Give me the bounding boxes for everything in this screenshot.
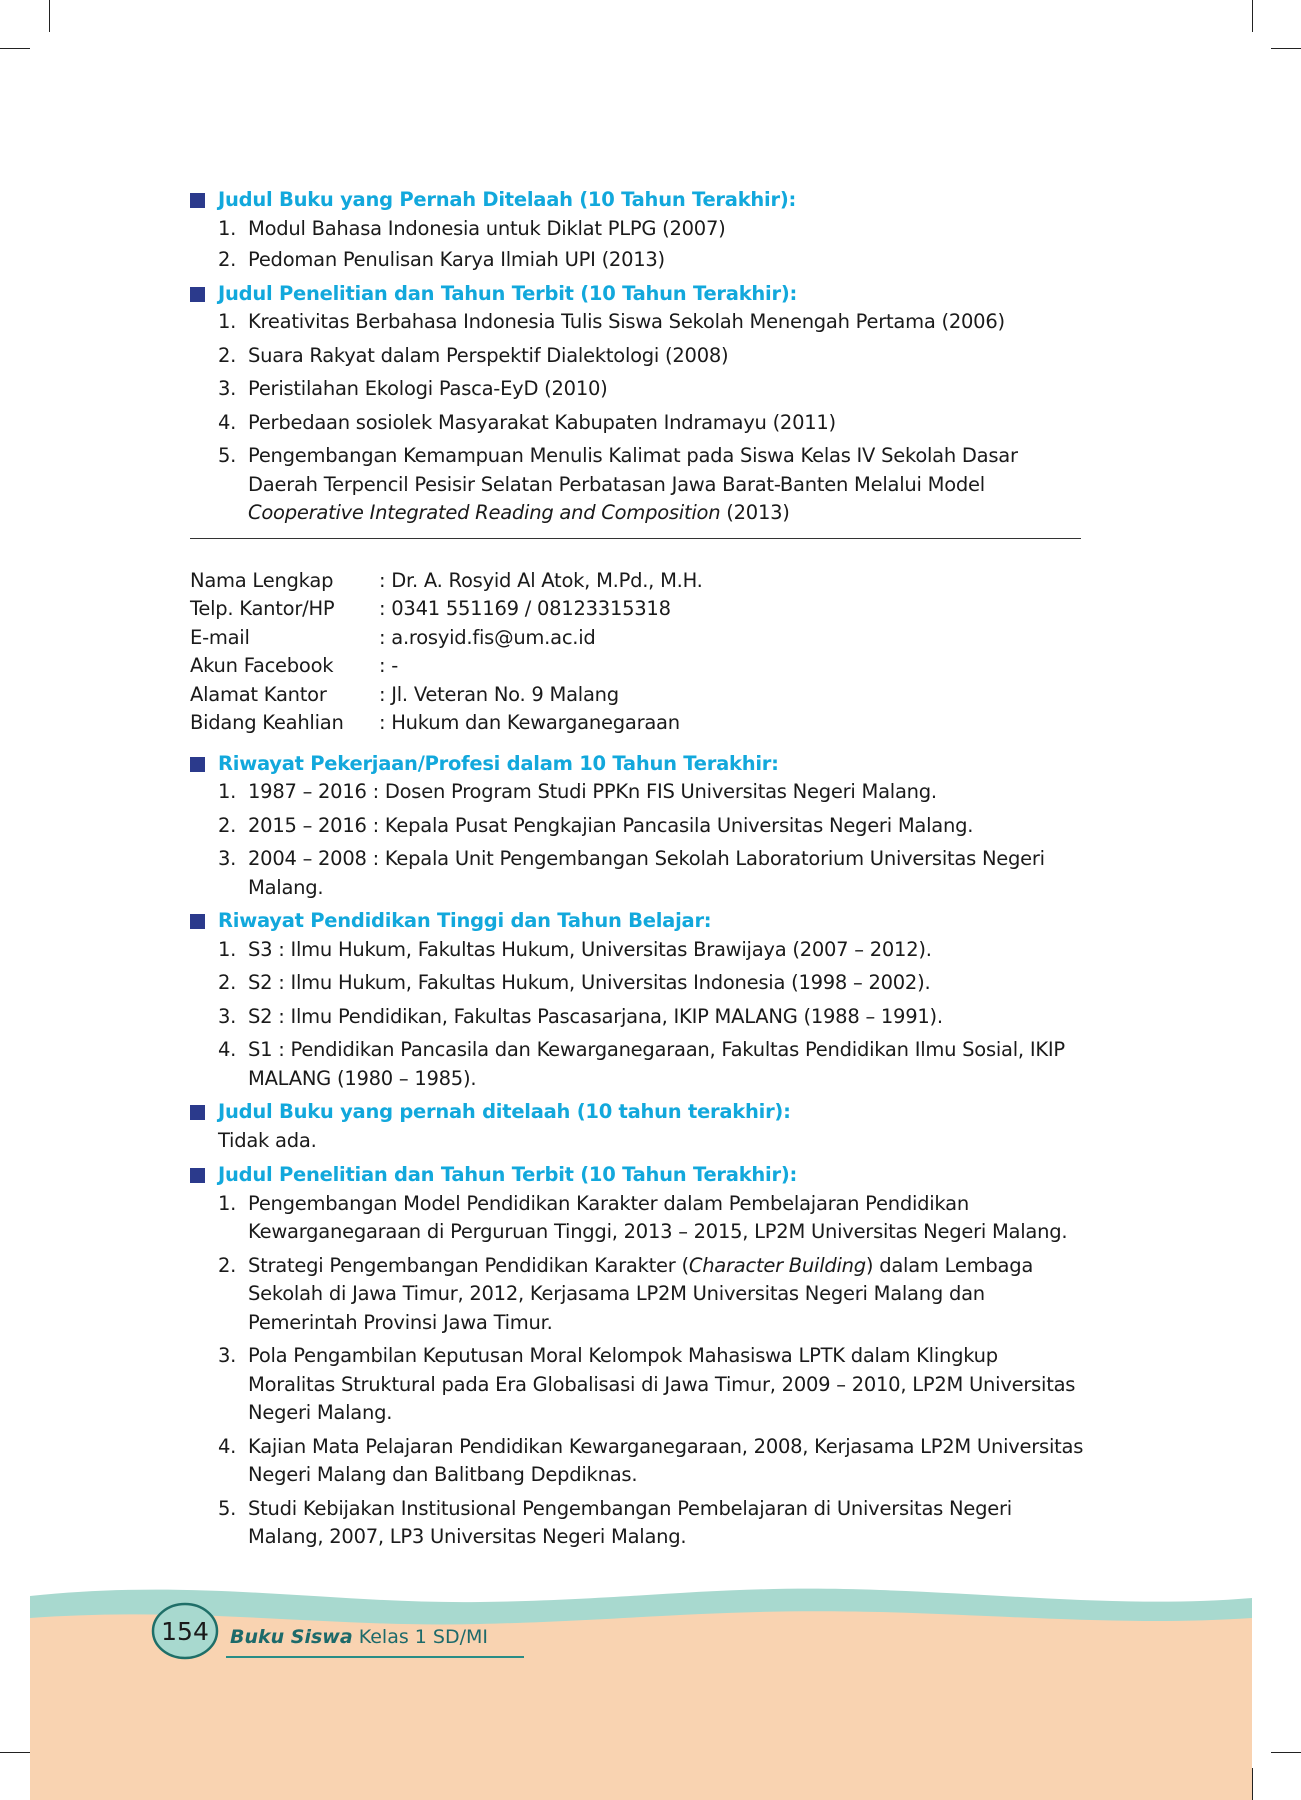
education-list [190, 936, 1090, 1094]
list-item-italic: Character Building [688, 1253, 866, 1277]
list-item: 1. Pengembangan Model Pendidikan Karakter dalam Pembelajaran Pendidikan Kewarganegaraan di Perguruan Tinggi, 2013 – 2015, LP2M Universitas Negeri Malang. [218, 1191, 1068, 1243]
list-item: 2. 2015 – 2016 : Kepala Pusat Pengkajian Pancasila Universitas Negeri Malang. [218, 813, 974, 837]
bullet-square-icon [190, 287, 205, 302]
bio-row [190, 567, 703, 596]
bio-value: : a.rosyid.fis@um.ac.id [379, 625, 596, 649]
bullet-square-icon [190, 1168, 205, 1183]
list-item-suffix: (2013) [720, 501, 790, 524]
bio-table [190, 567, 703, 738]
bio-value: : 0341 551169 / 08123315318 [379, 597, 671, 620]
crop-mark [1271, 48, 1301, 49]
bio-label: Alamat Kantor [190, 682, 327, 706]
list-item-italic: Cooperative Integrated Reading and Composition [248, 501, 721, 524]
list-item-text: S1 : Pendidikan Pancasila dan Kewarganegaraan, Fakultas Pendidikan Ilmu Sosial, IKIP MALANG (1980 – 1985). [248, 1038, 1065, 1090]
section-title-text: Judul Penelitian dan Tahun Terbit (10 Tahun Terakhir): [218, 281, 798, 305]
list-item: 5. Studi Kebijakan Institusional Pengembangan Pembelajaran di Universitas Negeri Malang, 2007, LP3 Universitas Negeri Malang. [218, 1496, 1012, 1548]
list-item: 3. 2004 – 2008 : Kepala Unit Pengembangan Sekolah Laboratorium Universitas Negeri Malang. [218, 847, 1045, 899]
section-title-books [190, 1098, 1090, 1127]
section-title-text: Judul Buku yang pernah ditelaah (10 tahun terakhir): [218, 1100, 791, 1123]
bio-row [190, 624, 703, 653]
list-item-text: Pedoman Penulisan Karya Ilmiah UPI (2013) [248, 248, 665, 271]
list-item-text: Pola Pengambilan Keputusan Moral Kelompok Mahasiswa LPTK dalam Klingkup Moralitas Struktural pada Era Globalisasi di Jawa Timur, 2009 – 2010, LP2M Universitas Negeri Malang. [248, 1344, 1076, 1424]
list-item-text: Suara Rakyat dalam Perspektif Dialektologi (2008) [248, 343, 729, 367]
bio-value: : Dr. A. Rosyid Al Atok, M.Pd., M.H. [379, 568, 703, 592]
section-title-text: Judul Penelitian dan Tahun Terbit (10 Tahun Terakhir): [218, 1163, 798, 1186]
bullet-square-icon [190, 193, 205, 208]
list-item: 2. Suara Rakyat dalam Perspektif Dialektologi (2008) [218, 343, 729, 367]
footer-book-title: Buku Siswa [230, 1626, 353, 1648]
list-item-text: Modul Bahasa Indonesia untuk Diklat PLPG (2007) [248, 216, 726, 240]
list-item-text: Studi Kebijakan Institusional Pengembangan Pembelajaran di Universitas Negeri Malang, 2007, LP3 Universitas Negeri Malang. [248, 1496, 1012, 1548]
bio-label: Bidang Keahlian [190, 711, 344, 734]
section-title-research [190, 280, 1090, 309]
bio-row [190, 652, 703, 681]
list-item-text: 1987 – 2016 : Dosen Program Studi PPKn FIS Universitas Negeri Malang. [248, 780, 937, 803]
page-number: 154 [161, 1616, 209, 1646]
books-reviewed-list [190, 215, 1090, 275]
section-divider [190, 538, 1081, 539]
list-item-text: Peristilahan Ekologi Pasca-EyD (2010) [248, 377, 608, 400]
list-item-text: 2004 – 2008 : Kepala Unit Pengembangan Sekolah Laboratorium Universitas Negeri Malang. [248, 847, 1045, 899]
section-title-books-reviewed [190, 186, 1090, 215]
section-title-education [190, 907, 1090, 936]
bio-row [190, 681, 703, 710]
bio-value: : Hukum dan Kewarganegaraan [379, 711, 680, 734]
list-item-text: 2015 – 2016 : Kepala Pusat Pengkajian Pancasila Universitas Negeri Malang. [248, 813, 974, 837]
research-list-2 [190, 1190, 1090, 1552]
bullet-square-icon [190, 1105, 205, 1120]
bio-row [190, 595, 703, 624]
crop-mark [1252, 0, 1253, 32]
work-history-list [190, 778, 1090, 902]
section-title-text: Riwayat Pekerjaan/Profesi dalam 10 Tahun Terakhir: [218, 751, 779, 775]
section-title-research-2 [190, 1161, 1090, 1190]
footer-book-label [230, 1626, 488, 1648]
list-item: 2. Pedoman Penulisan Karya Ilmiah UPI (2013) [218, 248, 665, 271]
list-item: 4. S1 : Pendidikan Pancasila dan Kewarganegaraan, Fakultas Pendidikan Ilmu Sosial, IKIP MALANG (1980 – 1985). [218, 1038, 1065, 1090]
bio-value: : Jl. Veteran No. 9 Malang [379, 682, 619, 706]
page-content [190, 186, 1090, 1557]
crop-mark [49, 0, 50, 32]
research-list [190, 308, 1090, 528]
bio-label: Akun Facebook [190, 654, 334, 677]
bio-value: : - [379, 654, 399, 677]
list-item: 3. Pola Pengambilan Keputusan Moral Kelompok Mahasiswa LPTK dalam Klingkup Moralitas Struktural pada Era Globalisasi di Jawa Timur, 2009 – 2010, LP2M Universitas Negeri Malang. [218, 1344, 1076, 1424]
list-item-text: Pengembangan Model Pendidikan Karakter dalam Pembelajaran Pendidikan Kewarganegaraan di Perguruan Tinggi, 2013 – 2015, LP2M Universitas Negeri Malang. [248, 1191, 1068, 1243]
list-item: 1. S3 : Ilmu Hukum, Fakultas Hukum, Universitas Brawijaya (2007 – 2012). [218, 937, 932, 961]
bio-label: Nama Lengkap [190, 568, 334, 592]
section-title-work-history [190, 750, 1090, 779]
bio-label: Telp. Kantor/HP [190, 597, 335, 620]
section-title-text: Riwayat Pendidikan Tinggi dan Tahun Belajar: [218, 909, 712, 932]
list-item-text: Kajian Mata Pelajaran Pendidikan Kewarganegaraan, 2008, Kerjasama LP2M Universitas Negeri Malang dan Balitbang Depdiknas. [248, 1434, 1084, 1486]
list-item-suffix: ) dalam Lembaga Sekolah di Jawa Timur, 2012, Kerjasama LP2M Universitas Negeri Malang dan Pemerintah Provinsi Jawa Timur. [248, 1253, 1034, 1334]
list-item-text: Strategi Pengembangan Pendidikan Karakter ( [248, 1253, 689, 1277]
section-title-text: Judul Buku yang Pernah Ditelaah (10 Tahun Terakhir): [218, 188, 797, 211]
list-item: 4. Kajian Mata Pelajaran Pendidikan Kewarganegaraan, 2008, Kerjasama LP2M Universitas Negeri Malang dan Balitbang Depdiknas. [218, 1434, 1084, 1486]
bullet-square-icon [190, 914, 205, 929]
footer-underline [226, 1656, 524, 1658]
list-item: 1. Kreativitas Berbahasa Indonesia Tulis Siswa Sekolah Menengah Pertama (2006) [218, 310, 1005, 333]
list-item-text: Pengembangan Kemampuan Menulis Kalimat pada Siswa Kelas IV Sekolah Dasar Daerah Terpencil Pesisir Selatan Perbatasan Jawa Barat-Banten Melalui Model [248, 444, 1018, 496]
list-item-text: S3 : Ilmu Hukum, Fakultas Hukum, Universitas Brawijaya (2007 – 2012). [248, 937, 932, 961]
list-item: 3. Peristilahan Ekologi Pasca-EyD (2010) [218, 377, 608, 400]
list-item: 3. S2 : Ilmu Pendidikan, Fakultas Pascasarjana, IKIP MALANG (1988 – 1991). [218, 1004, 943, 1028]
list-item-text: Kreativitas Berbahasa Indonesia Tulis Siswa Sekolah Menengah Pertama (2006) [248, 310, 1005, 333]
list-item: 2. S2 : Ilmu Hukum, Fakultas Hukum, Universitas Indonesia (1998 – 2002). [218, 971, 931, 994]
books-none-text: Tidak ada. [218, 1128, 317, 1152]
bio-label: E-mail [190, 625, 250, 649]
bio-row [190, 709, 703, 738]
list-item: 1. Modul Bahasa Indonesia untuk Diklat PLPG (2007) [218, 216, 726, 240]
list-item-text: Perbedaan sosiolek Masyarakat Kabupaten Indramayu (2011) [248, 410, 836, 434]
list-item: 1. 1987 – 2016 : Dosen Program Studi PPKn FIS Universitas Negeri Malang. [218, 780, 937, 803]
crop-mark [0, 48, 30, 49]
list-item: 2. Strategi Pengembangan Pendidikan Karakter (Character Building) dalam Lembaga Sekolah di Jawa Timur, 2012, Kerjasama LP2M Universitas Negeri Malang dan Pemerintah Provinsi Jawa Timur. [218, 1253, 1034, 1334]
list-item: 5. Pengembangan Kemampuan Menulis Kalimat pada Siswa Kelas IV Sekolah Dasar Daerah Terpencil Pesisir Selatan Perbatasan Jawa Barat-Banten Melalui Model Cooperative Integrated Reading and Composition (2013) [218, 444, 1018, 524]
list-item: 4. Perbedaan sosiolek Masyarakat Kabupaten Indramayu (2011) [218, 410, 836, 434]
bullet-square-icon [190, 757, 205, 772]
list-item-text: S2 : Ilmu Pendidikan, Fakultas Pascasarjana, IKIP MALANG (1988 – 1991). [248, 1004, 943, 1028]
list-item-text: S2 : Ilmu Hukum, Fakultas Hukum, Universitas Indonesia (1998 – 2002). [248, 971, 931, 994]
footer-class-label: Kelas 1 SD/MI [352, 1626, 488, 1648]
